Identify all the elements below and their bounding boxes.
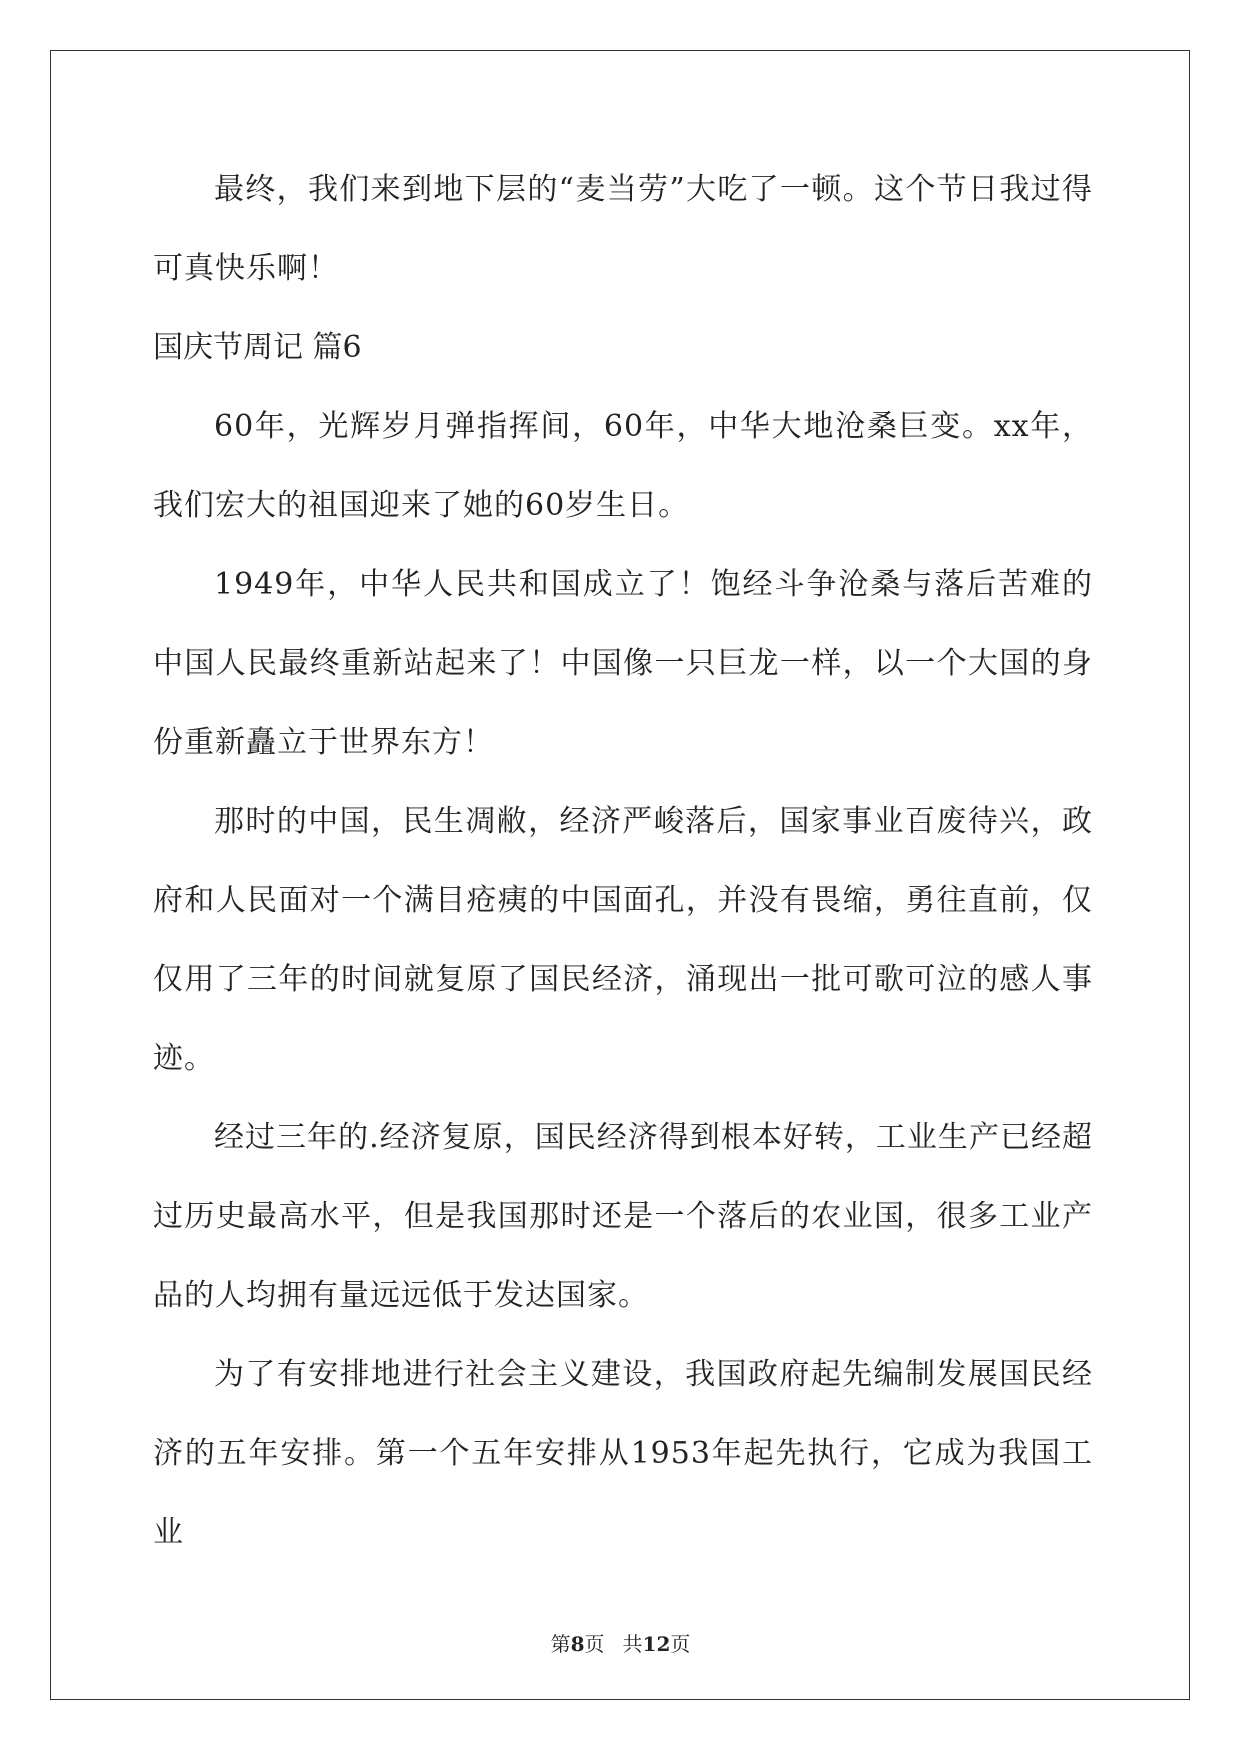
paragraph: 经过三年的.经济复原，国民经济得到根本好转，工业生产已经超过历史最高水平，但是我国那时还是一个落后的农业国，很多工业产品的人均拥有量远远低于发达国家。 [153, 1120, 1093, 1313]
paragraph: 最终，我们来到地下层的“麦当劳”大吃了一顿。这个节日我过得可真快乐啊！ [153, 172, 1093, 286]
page-suffix: 页 [584, 1632, 605, 1656]
page-prefix: 第 [550, 1632, 571, 1656]
paragraph: 为了有安排地进行社会主义建设，我国政府起先编制发展国民经济的五年安排。第一个五年安排从1953年起先执行，它成为我国工业 [153, 1357, 1093, 1550]
document-body [153, 150, 1093, 1572]
total-pages: 12 [642, 1632, 671, 1656]
total-suffix: 页 [670, 1632, 691, 1656]
total-prefix: 共 [622, 1632, 643, 1656]
page-number: 8 [570, 1632, 585, 1656]
paragraph: 1949年，中华人民共和国成立了！饱经斗争沧桑与落后苦难的中国人民最终重新站起来了！中国像一只巨龙一样，以一个大国的身份重新矗立于世界东方！ [153, 567, 1093, 760]
page-footer [0, 1628, 1241, 1657]
paragraph: 60年，光辉岁月弹指挥间，60年，中华大地沧桑巨变。xx年，我们宏大的祖国迎来了她的60岁生日。 [153, 409, 1093, 523]
section-heading: 国庆节周记 篇6 [153, 330, 362, 365]
paragraph: 那时的中国，民生凋敝，经济严峻落后，国家事业百废待兴，政府和人民面对一个满目疮痍的中国面孔，并没有畏缩，勇往直前，仅仅用了三年的时间就复原了国民经济，涌现出一批可歌可泣的感人事迹。 [153, 804, 1093, 1076]
